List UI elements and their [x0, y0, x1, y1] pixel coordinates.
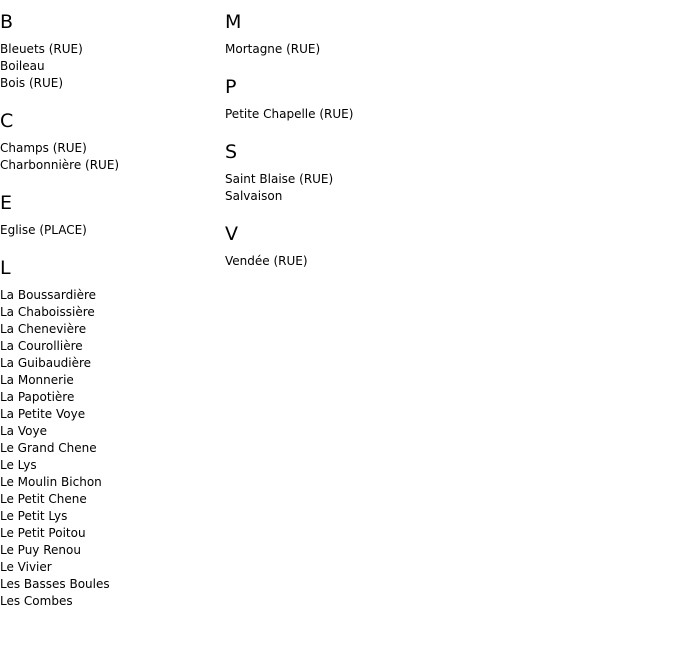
street-item[interactable]: La Papotière	[0, 390, 75, 404]
street-item[interactable]: Mortagne (RUE)	[225, 42, 321, 56]
street-item[interactable]: Vendée (RUE)	[225, 254, 308, 268]
street-item[interactable]: La Voye	[0, 424, 47, 438]
street-list	[225, 106, 665, 123]
section-p	[225, 76, 665, 123]
section-letter: V	[225, 223, 238, 245]
street-item[interactable]: La Boussardière	[0, 288, 96, 302]
section-s	[225, 141, 665, 205]
street-item[interactable]: Petite Chapelle (RUE)	[225, 107, 354, 121]
street-item[interactable]: Bleuets (RUE)	[0, 42, 83, 56]
section-v	[225, 223, 665, 270]
street-list	[0, 41, 220, 92]
street-item[interactable]: Bois (RUE)	[0, 76, 64, 90]
street-item[interactable]: Les Basses Boules	[0, 577, 110, 591]
street-item[interactable]: Le Puy Renou	[0, 543, 81, 557]
street-item[interactable]: Le Grand Chene	[0, 441, 97, 455]
street-item[interactable]: Eglise (PLACE)	[0, 223, 87, 237]
section-letter: S	[225, 141, 238, 163]
section-letter: B	[0, 11, 14, 33]
street-item[interactable]: La Guibaudière	[0, 356, 92, 370]
section-letter: P	[225, 76, 237, 98]
street-item[interactable]: Les Combes	[0, 594, 73, 608]
street-item[interactable]: Le Lys	[0, 458, 37, 472]
street-item[interactable]: Saint Blaise (RUE)	[225, 172, 334, 186]
section-e	[0, 192, 220, 239]
section-letter: M	[225, 11, 242, 33]
street-item[interactable]: Boileau	[0, 59, 45, 73]
street-list	[0, 140, 220, 174]
section-letter: C	[0, 110, 14, 132]
street-item[interactable]: Le Vivier	[0, 560, 52, 574]
street-item[interactable]: La Petite Voye	[0, 407, 86, 421]
street-item[interactable]: Champs (RUE)	[0, 141, 87, 155]
street-item[interactable]: Le Moulin Bichon	[0, 475, 102, 489]
left-column	[0, 0, 220, 610]
section-letter: E	[0, 192, 13, 214]
street-item[interactable]: La Monnerie	[0, 373, 74, 387]
street-list	[0, 287, 220, 610]
street-item[interactable]: Le Petit Poitou	[0, 526, 86, 540]
right-column	[225, 0, 665, 270]
street-list	[0, 222, 220, 239]
street-list	[225, 171, 665, 205]
street-item[interactable]: La Chenevière	[0, 322, 87, 336]
section-c	[0, 110, 220, 174]
street-item[interactable]: Salvaison	[225, 189, 283, 203]
street-item[interactable]: La Chaboissière	[0, 305, 95, 319]
street-item[interactable]: Charbonnière (RUE)	[0, 158, 120, 172]
street-item[interactable]: Le Petit Lys	[0, 509, 68, 523]
section-l	[0, 257, 220, 610]
section-m	[225, 11, 665, 58]
section-b	[0, 11, 220, 92]
section-letter: L	[0, 257, 11, 279]
street-list	[225, 253, 665, 270]
street-item[interactable]: La Courollière	[0, 339, 83, 353]
street-item[interactable]: Le Petit Chene	[0, 492, 87, 506]
street-list	[225, 41, 665, 58]
